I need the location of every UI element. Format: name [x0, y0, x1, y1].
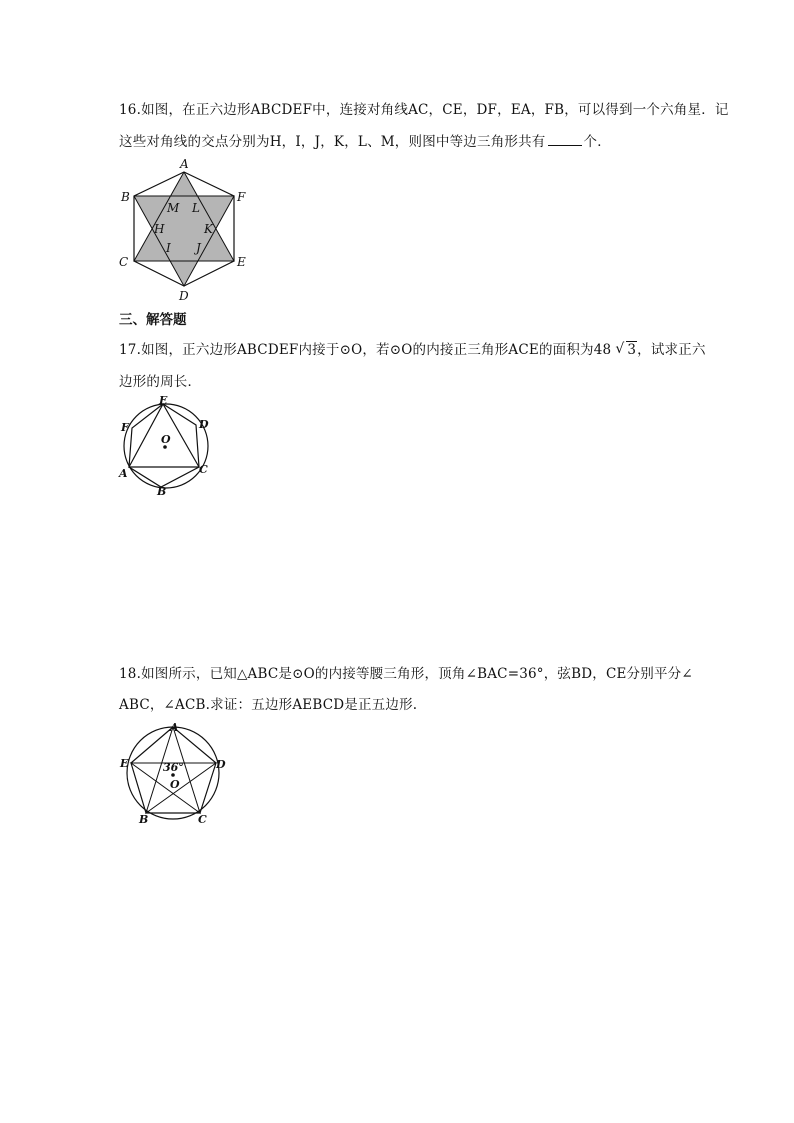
label-D: D — [199, 418, 209, 431]
label-E: E — [120, 757, 129, 770]
q18-text-line-1: 18.如图所示，已知△ABC是⊙O的内接等腰三角形，顶角∠BAC=36°，弦BD，CE分别平分∠ — [119, 666, 693, 682]
label-C: C — [198, 813, 207, 826]
label-F: F — [237, 190, 246, 204]
label-K: K — [204, 222, 213, 236]
q18-text-line-2: ABC，∠ACB.求证：五边形AEBCD是正五边形. — [119, 697, 418, 713]
q17-text-line-1 — [119, 341, 706, 359]
label-angle-36: 36° — [163, 761, 184, 774]
label-A: A — [119, 467, 128, 480]
radical-sign: √ — [615, 341, 625, 357]
q17-text-line-1b: ，试求正六 — [637, 342, 706, 358]
label-D: D — [179, 289, 189, 303]
label-F: F — [121, 421, 129, 434]
label-B: B — [139, 813, 149, 826]
label-E: E — [237, 255, 246, 269]
label-A: A — [180, 157, 189, 171]
q16-text-line-2b: 个． — [583, 134, 611, 150]
label-J: J — [196, 241, 201, 255]
section-title: 三、解答题 — [119, 312, 187, 328]
label-B: B — [121, 190, 130, 204]
label-I: I — [166, 241, 171, 255]
label-M: M — [167, 201, 180, 215]
label-O: O — [170, 778, 180, 791]
inscribed-pentagon-figure — [115, 720, 235, 830]
label-L: L — [192, 201, 200, 215]
label-H: H — [154, 222, 165, 236]
q16-text-line-2 — [119, 133, 611, 151]
sqrt-3 — [615, 341, 637, 359]
q17-text-line-2: 边形的周长． — [119, 374, 202, 390]
radicand: 3 — [627, 342, 637, 358]
q16-text-line-1: 16.如图，在正六边形ABCDEF中，连接对角线AC，CE，DF，EA，FB，可以得到一个六角星．记 — [119, 102, 729, 118]
label-B: B — [157, 485, 167, 498]
label-O: O — [161, 433, 171, 446]
answer-blank — [548, 133, 582, 146]
q16-text-line-2a: 这些对角线的交点分别为H，I，J，K，L、M，则图中等边三角形共有 — [119, 134, 546, 150]
label-C: C — [199, 463, 208, 476]
inscribed-hexagon-figure — [115, 394, 225, 508]
label-E: E — [159, 394, 168, 407]
label-A: A — [170, 721, 179, 734]
q17-text-line-1a: 17.如图，正六边形ABCDEF内接于⊙O，若⊙O的内接正三角形ACE的面积为48 — [119, 342, 612, 358]
label-D: D — [216, 758, 226, 771]
label-C: C — [119, 255, 129, 269]
hexagram-figure — [115, 157, 255, 303]
